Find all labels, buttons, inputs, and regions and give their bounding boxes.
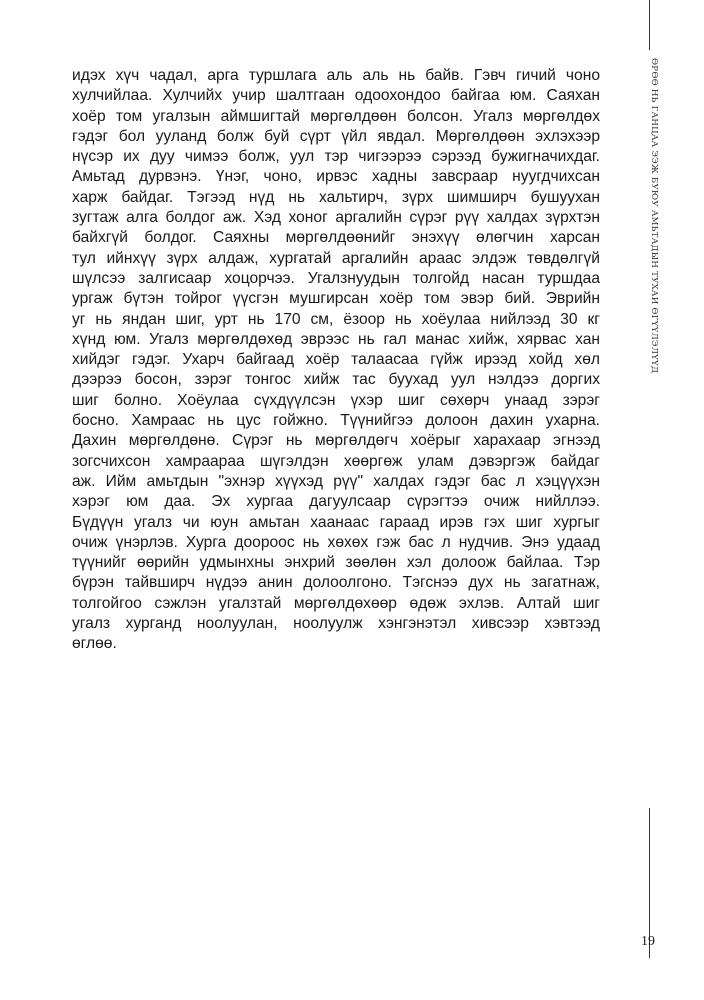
text-line: хулчийлаа. Хулчийх учир шалтгаан одоохондоо байгаа юм. Саяхан	[72, 87, 600, 105]
text-line: өглөө.	[72, 635, 117, 653]
text-line: ургаж бүтэн тойрог үүсгэн мушгирсан хоёр том эвэр бий. Эврийн	[72, 290, 600, 308]
text-line: хүнд юм. Угалз мөргөлдөхөд эврээс нь гал манас хийж, хярвас хан	[72, 330, 600, 348]
text-line: уг нь яндан шиг, урт нь 170 см, ёзоор нь хоёулаа нийлээд 30 кг	[72, 310, 600, 328]
text-line: нүсэр их дуу чимээ болж, уул тэр чигээрээ сэрээд бужигначихдаг.	[72, 148, 600, 166]
text-line: дээрээ босон, зэрэг тонгос хийж тас буухад уул нэлдээ доргих	[72, 371, 600, 389]
text-line: гэдэг бол ууланд болж буй сүрт үйл явдал. Мөргөлдөөн эхлэхээр	[72, 127, 600, 145]
side-rule-top	[649, 0, 650, 50]
text-line: түүнийг өөрийн удмынхны энхрий зөөлөн хэл долоож байлаа. Тэр	[72, 554, 600, 572]
text-line: шүлсээ залгисаар хоцорчээ. Угалзнуудын толгойд насан туршдаа	[72, 269, 600, 287]
text-line: Бүдүүн угалз чи юун амьтан хаанаас гараад ирэв гэх шиг хургыг	[72, 513, 600, 531]
page-number: 19	[641, 934, 655, 949]
text-line: Амьтад дурвэнэ. Үнэг, чоно, ирвэс хадны завсраар нуугдчихсан	[72, 168, 600, 186]
text-line: хоёр том угалзын аймшигтай мөргөлдөөн болсон. Угалз мөргөлдөх	[72, 107, 600, 125]
text-line: очиж үнэрлэв. Хурга доороос нь хөхөх гэж бас л нудчив. Энэ удаад	[72, 533, 600, 551]
text-line: зогсчихсон хамраараа шүгэлдэн хөөргөж улам дэвэргэж байдаг	[72, 452, 600, 470]
text-line: толгойгоо сэжлэн угалзтай мөргөлдөхөөр өдөж эхлэв. Алтай шиг	[72, 594, 600, 612]
text-line: угалз хурганд ноолуулан, ноолуулж хэнгэнэтэл хивсээр хэвтээд	[72, 615, 600, 633]
text-line: тул ийнхүү зүрх алдаж, хургатай аргалийн араас элдэж төвдөлгүй	[72, 249, 600, 267]
text-line: бүрэн тайвширч нүдээ анин долоолгоно. Тэгснээ дух нь загатнаж,	[72, 574, 600, 592]
text-line: байхгүй болдог. Саяхны мөргөлдөөнийг энэхүү өлөгчин харсан	[72, 229, 600, 247]
text-line: идэх хүч чадал, арга туршлага аль аль нь байв. Гэвч гичий чоно	[72, 67, 600, 84]
text-line: аж. Ийм амьтдын "эхнэр хүүхэд рүү" халдах гэдэг бас л хэцүүхэн	[72, 472, 600, 490]
body-paragraph	[72, 66, 600, 655]
text-line: босно. Хамраас нь цус гойжно. Түүнийгээ долоон дахин ухарна.	[72, 412, 600, 430]
text-line: Дахин мөргөлдөнө. Сүрэг нь мөргөлдөгч хоёрыг харахаар эгнээд	[72, 432, 600, 450]
running-title: ӨРӨӨ НЬ ГАНЦАА ЭЭЖ БУЮУ АМЬТАДЫН ТУХАЙ ӨГҮҮЛЭЛҮҮД	[649, 58, 659, 374]
text-line: хийдэг гэдэг. Ухарч байгаад хоёр талаасаа гүйж ирээд хойд хөл	[72, 351, 600, 369]
text-line: шиг болно. Хоёулаа сүхдүүлсэн үхэр шиг сөхөрч унаад зэрэг	[72, 391, 600, 409]
text-line: харж байдаг. Тэгээд нүд нь хальтирч, зүрх шимширч бушуухан	[72, 188, 600, 206]
text-line: хэрэг юм даа. Эх хургаа дагуулсаар сүрэгтээ очиж нийллээ.	[72, 493, 600, 511]
text-line: зугтаж алга болдог аж. Хэд хоног аргалийн сүрэг рүү халдах зүрхтэн	[72, 209, 600, 227]
